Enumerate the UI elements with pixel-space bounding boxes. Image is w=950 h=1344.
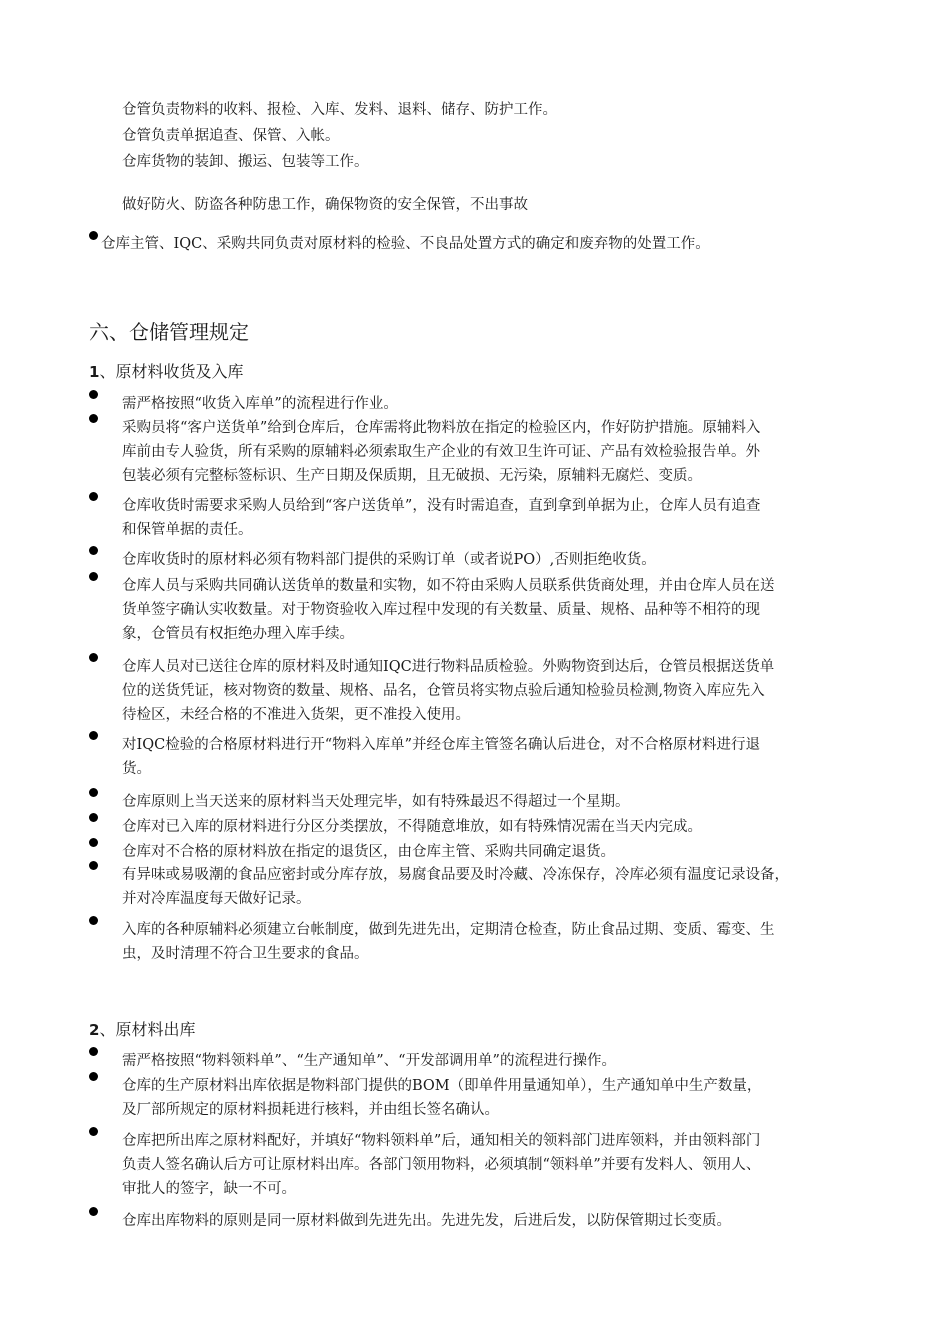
bullet-dot (89, 653, 98, 662)
list-item-line: 入库的各种原辅料必须建立台帐制度，做到先进先出，定期清仓检查，防止食品过期、变质、霉变、生 (122, 922, 775, 938)
list-item-line: 并对冷库温度每天做好记录。 (122, 891, 311, 907)
list-item-line: 有异味或易吸潮的食品应密封或分库存放，易腐食品要及时冷藏、冷冻保存，冷库必须有温度记录设备， (122, 867, 789, 883)
list-item-line: 仓库的生产原材料出库依据是物料部门提供的BOM（即单件用量通知单），生产通知单中生产数量， (122, 1078, 762, 1094)
list-item-line: 库前由专人验货，所有采购的原辅料必须索取生产企业的有效卫生许可证、产品有效检验报告单。外 (122, 444, 760, 460)
list-item-line: 需严格按照“收货入库单”的流程进行作业。 (122, 396, 398, 412)
intro-bullet-line: 仓库主管、IQC、采购共同负责对原材料的检验、不良品处置方式的确定和废弃物的处置工作。 (101, 236, 710, 252)
list-item-line: 货单签字确认实收数量。对于物资验收入库过程中发现的有关数量、质量、规格、品种等不相符的现 (122, 602, 760, 618)
subsection-title (89, 1018, 195, 1042)
list-item-line: 待检区，未经合格的不准进入货架，更不准投入使用。 (122, 707, 470, 723)
bullet-dot (89, 1207, 98, 1216)
bullet-dot (89, 546, 98, 555)
list-item-line: 位的送货凭证，核对物资的数量、规格、品名，仓管员将实物点验后通知检验员检测,物资入库应先入 (122, 683, 765, 699)
list-item-line: 仓库把所出库之原材料配好，并填好“物料领料单”后，通知相关的领料部门进库领料，并由领料部门 (122, 1133, 761, 1149)
bullet-dot (89, 813, 98, 822)
intro-line: 仓管负责单据追查、保管、入帐。 (122, 128, 340, 144)
list-item-line: 仓库出库物料的原则是同一原材料做到先进先出。先进先发，后进后发，以防保管期过长变质。 (122, 1213, 731, 1229)
bullet-dot (89, 572, 98, 581)
bullet-dot (89, 788, 98, 797)
bullet-dot (89, 861, 98, 870)
list-item-line: 仓库收货时需要求采购人员给到“客户送货单”，没有时需追查，直到拿到单据为止，仓库人员有追查 (122, 498, 761, 514)
list-item-line: 仓库人员与采购共同确认送货单的数量和实物，如不符由采购人员联系供货商处理，并由仓库人员在送 (122, 578, 775, 594)
intro-line: 仓管负责物料的收料、报检、入库、发料、退料、储存、防护工作。 (122, 102, 557, 118)
bullet-dot (89, 1047, 98, 1056)
subsection-title-text: 、原材料收货及入库 (99, 362, 244, 381)
bullet-dot (89, 1127, 98, 1136)
bullet-dot (89, 1072, 98, 1081)
bullet-dot (89, 390, 98, 399)
list-item-line: 需严格按照“物料领料单”、“生产通知单”、“开发部调用单”的流程进行操作。 (122, 1053, 616, 1069)
list-item-line: 仓库对已入库的原材料进行分区分类摆放，不得随意堆放，如有特殊情况需在当天内完成。 (122, 819, 702, 835)
bullet-dot (89, 838, 98, 847)
list-item-line: 及厂部所规定的原材料损耗进行核料，并由组长签名确认。 (122, 1102, 499, 1118)
subsection-title (89, 360, 243, 384)
list-item-line: 仓库人员对已送往仓库的原材料及时通知IQC进行物料品质检验。外购物资到达后，仓管员根据送货单 (122, 659, 775, 675)
list-item-line: 象，仓管员有权拒绝办理入库手续。 (122, 626, 354, 642)
list-item-line: 仓库对不合格的原材料放在指定的退货区，由仓库主管、采购共同确定退货。 (122, 844, 615, 860)
list-item-line: 货。 (122, 761, 151, 777)
bullet-dot (89, 916, 98, 925)
subsection-number: 1 (89, 363, 100, 381)
intro-line: 做好防火、防盗各种防患工作，确保物资的安全保管，不出事故 (122, 197, 528, 213)
list-item-line: 负责人签名确认后方可让原材料出库。各部门领用物料，必须填制“领料单”并要有发料人、领用人、 (122, 1157, 761, 1173)
subsection-number: 2 (89, 1021, 100, 1039)
list-item-line: 包装必须有完整标签标识、生产日期及保质期，且无破损、无污染，原辅料无腐烂、变质。 (122, 468, 702, 484)
intro-line: 仓库货物的装卸、搬运、包装等工作。 (122, 154, 369, 170)
list-item-line: 仓库原则上当天送来的原材料当天处理完毕，如有特殊最迟不得超过一个星期。 (122, 794, 630, 810)
list-item-line: 采购员将“客户送货单”给到仓库后，仓库需将此物料放在指定的检验区内，作好防护措施。原辅料入 (122, 420, 761, 436)
list-item-line: 仓库收货时的原材料必须有物料部门提供的采购订单（或者说PO）,否则拒绝收货。 (122, 552, 656, 568)
bullet-dot (89, 731, 98, 740)
subsection-title-text: 、原材料出库 (99, 1020, 196, 1039)
bullet-dot (89, 231, 98, 240)
list-item-line: 对IQC检验的合格原材料进行开“物料入库单”并经仓库主管签名确认后进仓，对不合格原材料进行退 (122, 737, 761, 753)
bullet-dot (89, 414, 98, 423)
list-item-line: 审批人的签字，缺一不可。 (122, 1181, 296, 1197)
list-item-line: 和保管单据的责任。 (122, 522, 253, 538)
bullet-dot (89, 492, 98, 501)
list-item-line: 虫，及时清理不符合卫生要求的食品。 (122, 946, 369, 962)
section-title: 六、仓储管理规定 (89, 320, 249, 344)
